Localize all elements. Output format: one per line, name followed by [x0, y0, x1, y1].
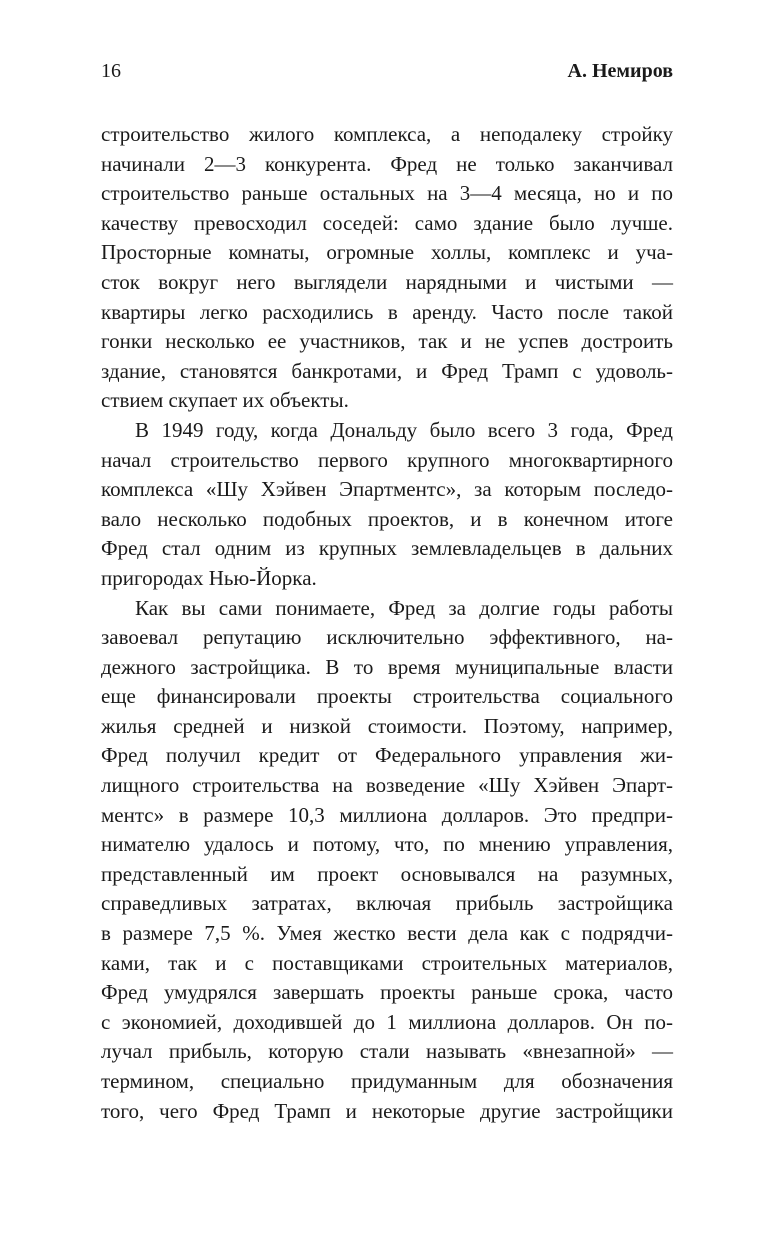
page-number: 16 — [101, 60, 121, 82]
text-line: здание, становятся банкротами, и Фред Трамп с удоволь- — [101, 358, 673, 383]
text-line: Фред получил кредит от Федерального управления жи- — [101, 743, 673, 768]
text-line: представленный им проект основывался на разумных, — [101, 861, 673, 886]
author-name: А. Немиров — [567, 60, 673, 82]
book-page — [101, 56, 673, 1126]
text-line: начал строительство первого крупного многоквартирного — [101, 447, 673, 472]
text-line: квартиры легко расходились в аренду. Часто после такой — [101, 299, 673, 324]
paragraph — [101, 120, 673, 416]
text-line: в размере 7,5 %. Умея жестко вести дела как с подрядчи- — [101, 921, 673, 946]
text-line: гонки несколько ее участников, так и не успев достроить — [101, 329, 673, 354]
text-line: дежного застройщика. В то время муниципальные власти — [101, 654, 673, 679]
text-line: термином, специально придуманным для обозначения — [101, 1069, 673, 1093]
paragraph — [101, 594, 673, 1127]
text-line: пригородах Нью-Йорка. — [101, 565, 317, 590]
body-text — [101, 120, 673, 1126]
text-line: завоевал репутацию исключительно эффективного, на- — [101, 625, 673, 650]
text-line: нимателю удалось и потому, что, по мнению управления, — [101, 832, 673, 857]
text-line: еще финансировали проекты строительства социального — [101, 684, 673, 709]
text-line: с экономией, доходившей до 1 миллиона долларов. Он по- — [101, 1009, 673, 1034]
running-header — [101, 56, 673, 86]
text-line: лищного строительства на возведение «Шу Хэйвен Эпарт- — [101, 773, 673, 798]
text-line: Как вы сами понимаете, Фред за долгие годы работы — [135, 595, 673, 620]
text-line: лучал прибыль, которую стали называть «внезапной» — — [101, 1039, 673, 1064]
text-line: Просторные комнаты, огромные холлы, комплекс и уча- — [101, 240, 673, 265]
text-line: Фред стал одним из крупных землевладельцев в дальних — [101, 536, 673, 561]
text-line: сток вокруг него выглядели нарядными и чистыми — — [101, 269, 673, 294]
text-line: комплекса «Шу Хэйвен Эпартментс», за которым последо- — [101, 477, 673, 502]
text-line: качеству превосходил соседей: само здание было лучше. — [101, 210, 673, 235]
text-line: ментс» в размере 10,3 миллиона долларов. Это предпри- — [101, 802, 673, 827]
text-line: ками, так и с поставщиками строительных материалов, — [101, 950, 673, 975]
paragraph — [101, 416, 673, 594]
text-line: начинали 2—3 конкурента. Фред не только заканчивал — [101, 151, 673, 176]
text-line: строительство раньше остальных на 3—4 месяца, но и по — [101, 181, 673, 206]
text-line: того, чего Фред Трамп и некоторые другие застройщики — [101, 1098, 673, 1123]
text-line: вало несколько подобных проектов, и в конечном итоге — [101, 506, 673, 531]
text-line: жилья средней и низкой стоимости. Поэтому, например, — [101, 713, 673, 738]
text-line: В 1949 году, когда Дональду было всего 3 года, Фред — [135, 417, 673, 442]
text-line: справедливых затратах, включая прибыль застройщика — [101, 891, 673, 916]
text-line: Фред умудрялся завершать проекты раньше срока, часто — [101, 980, 673, 1005]
text-line: строительство жилого комплекса, а неподалеку стройку — [101, 122, 673, 146]
text-line: ствием скупает их объекты. — [101, 388, 349, 413]
